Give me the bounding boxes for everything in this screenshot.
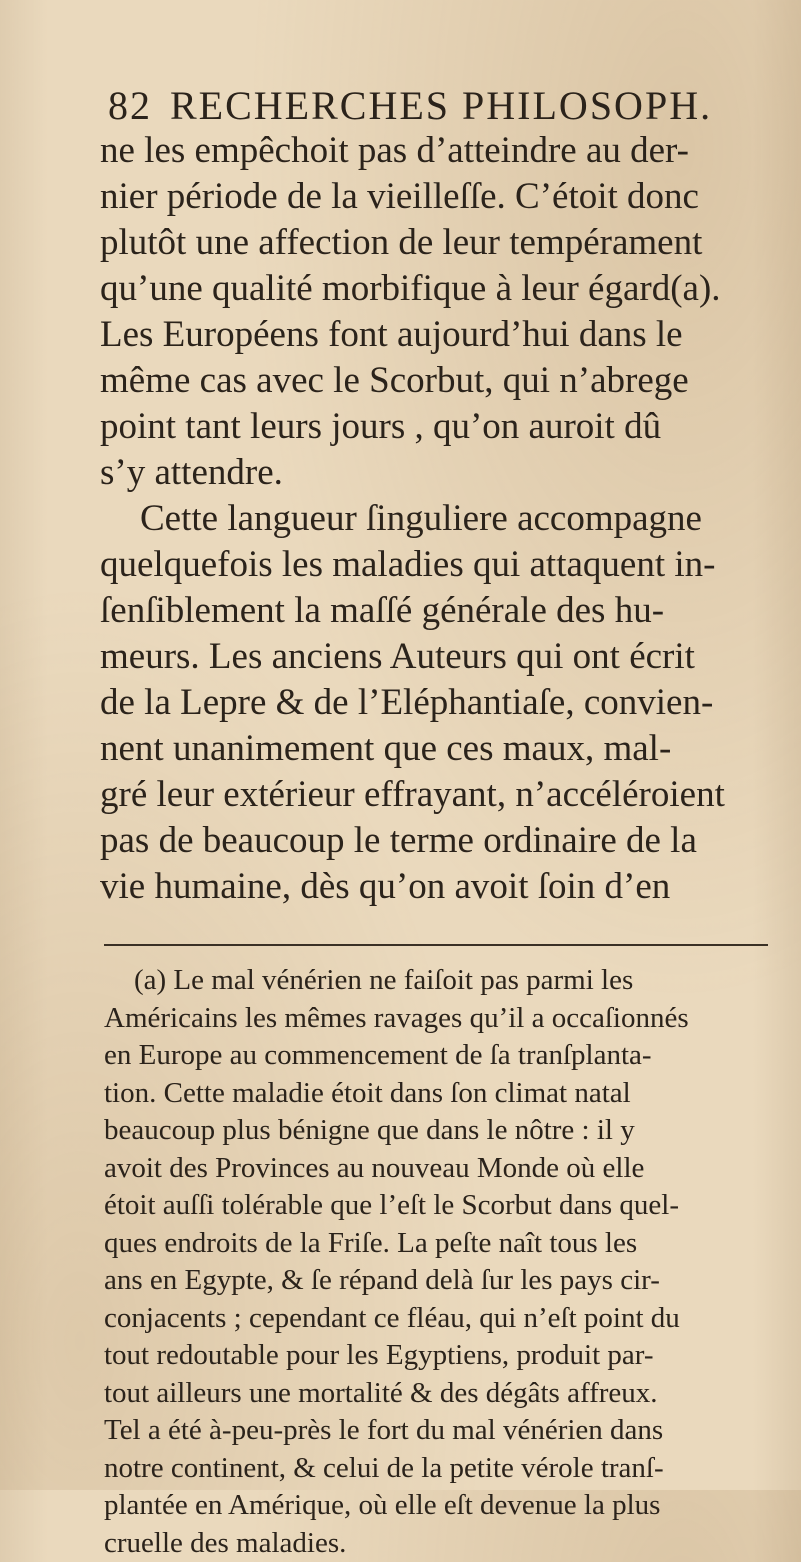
text-line: gré leur extérieur effrayant, n’accéléroient xyxy=(100,772,772,818)
footnote-line: Américains les mêmes ravages qu’il a occaſionnés xyxy=(104,1000,768,1038)
running-header xyxy=(108,78,748,134)
main-text xyxy=(100,128,772,910)
footnote-divider xyxy=(104,944,768,946)
footnote-line: ans en Egypte, & ſe répand delà ſur les pays cir- xyxy=(104,1262,768,1300)
text-line: même cas avec le Scorbut, qui n’abrege xyxy=(100,358,772,404)
footnote-line: cruelle des maladies. xyxy=(104,1525,768,1562)
text-line: Les Européens font aujourd’hui dans le xyxy=(100,312,772,358)
footnote-line: étoit auſſi tolérable que l’eſt le Scorbut dans quel- xyxy=(104,1187,768,1225)
page-number: 82 xyxy=(108,83,152,128)
text-line: s’y attendre. xyxy=(100,450,772,496)
footnote-line: beaucoup plus bénigne que dans le nôtre : il y xyxy=(104,1112,768,1150)
footnote-line: avoit des Provinces au nouveau Monde où elle xyxy=(104,1150,768,1188)
text-line: ſenſiblement la maſſé générale des hu- xyxy=(100,588,772,634)
text-line: meurs. Les anciens Auteurs qui ont écrit xyxy=(100,634,772,680)
text-line: vie humaine, dès qu’on avoit ſoin d’en xyxy=(100,864,772,910)
text-line: quelquefois les maladies qui attaquent in- xyxy=(100,542,772,588)
text-line: ne les empêchoit pas d’atteindre au der- xyxy=(100,128,772,174)
footnote-line: en Europe au commencement de ſa tranſplanta- xyxy=(104,1037,768,1075)
footnote-line: ques endroits de la Friſe. La peſte naît tous les xyxy=(104,1225,768,1263)
footnote-line: tion. Cette maladie étoit dans ſon climat natal xyxy=(104,1075,768,1113)
footnote-line: tout ailleurs une mortalité & des dégâts affreux. xyxy=(104,1375,768,1413)
footnote-line: Tel a été à-peu-près le fort du mal vénérien dans xyxy=(104,1412,768,1450)
running-title: RECHERCHES PHILOSOPH. xyxy=(170,83,712,128)
footnote xyxy=(104,962,768,1562)
footnote-line: plantée en Amérique, où elle eſt devenue la plus xyxy=(104,1487,768,1525)
text-line: de la Lepre & de l’Eléphantiaſe, convien- xyxy=(100,680,772,726)
text-line: nent unanimement que ces maux, mal- xyxy=(100,726,772,772)
text-line: Cette langueur ſinguliere accompagne xyxy=(100,496,772,542)
footnote-line: (a) Le mal vénérien ne faiſoit pas parmi les xyxy=(104,962,768,1000)
footnote-line: notre continent, & celui de la petite vérole tranſ- xyxy=(104,1450,768,1488)
text-line: nier période de la vieilleſſe. C’étoit donc xyxy=(100,174,772,220)
text-line: point tant leurs jours , qu’on auroit dû xyxy=(100,404,772,450)
text-line: plutôt une affection de leur tempérament xyxy=(100,220,772,266)
footnote-line: tout redoutable pour les Egyptiens, produit par- xyxy=(104,1337,768,1375)
text-line: pas de beaucoup le terme ordinaire de la xyxy=(100,818,772,864)
footnote-line: conjacents ; cependant ce fléau, qui n’eſt point du xyxy=(104,1300,768,1338)
text-line: qu’une qualité morbifique à leur égard(a). xyxy=(100,266,772,312)
